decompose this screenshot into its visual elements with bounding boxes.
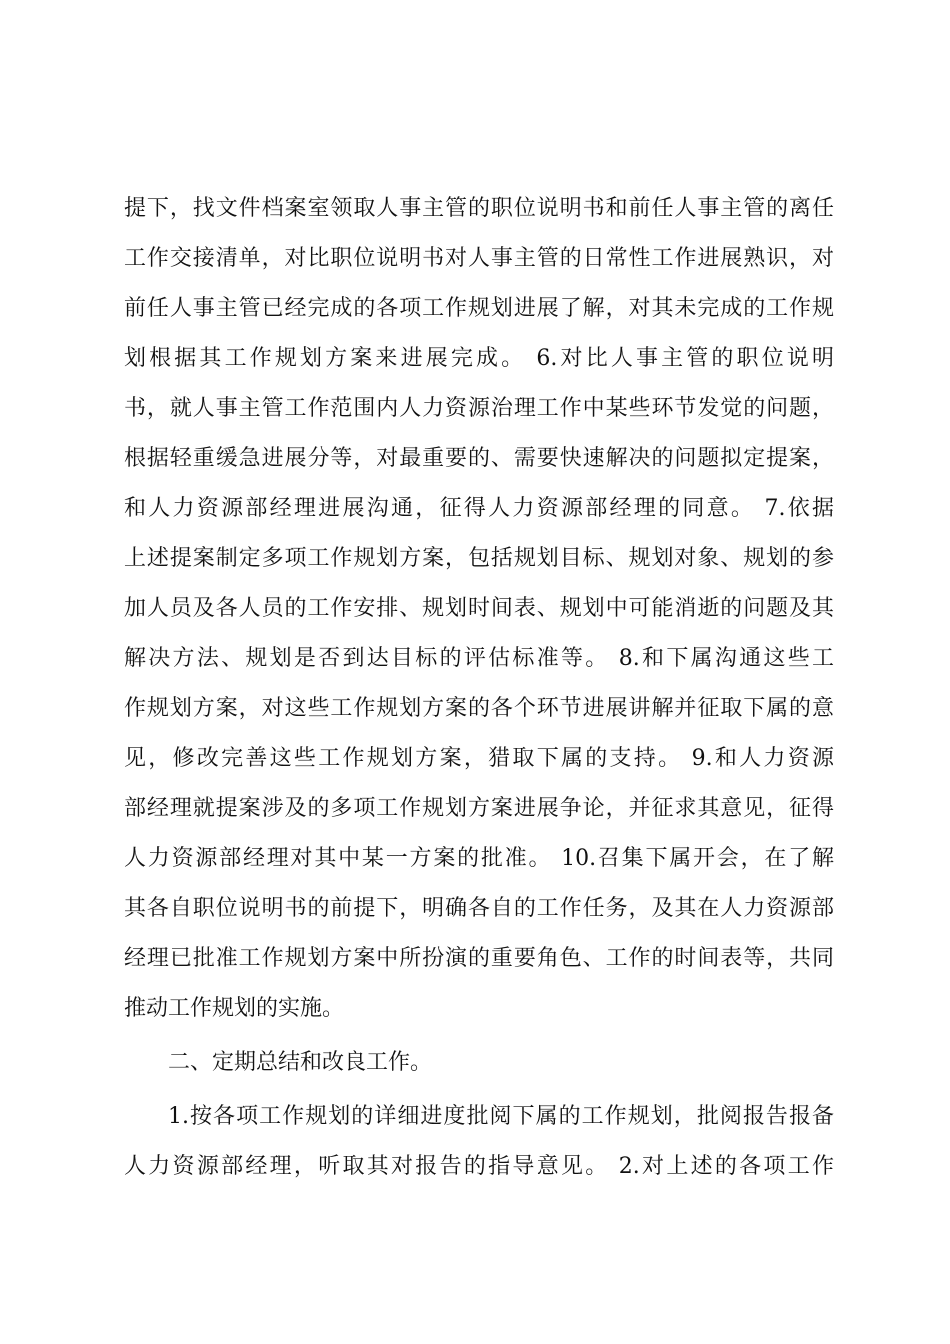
- body-text-line: 经理已批准工作规划方案中所扮演的重要角色、工作的时间表等，共同: [124, 946, 834, 971]
- body-text-line: 前任人事主管已经完成的各项工作规划进展了解，对其未完成的工作规: [124, 296, 834, 321]
- section-heading: 二、定期总结和改良工作。: [168, 1050, 433, 1075]
- body-text-line: 1.按各项工作规划的详细进度批阅下属的工作规划，批阅报告报备: [168, 1104, 834, 1129]
- body-text-line: 推动工作规划的实施。: [124, 996, 345, 1021]
- body-text-line: 部经理就提案涉及的多项工作规划方案进展争论，并征求其意见，征得: [124, 796, 834, 821]
- body-text-line: 工作交接清单，对比职位说明书对人事主管的日常性工作进展熟识，对: [124, 246, 834, 271]
- body-text-line: 人力资源部经理对其中某一方案的批准。 10.召集下属开会，在了解: [124, 846, 834, 871]
- body-text-line: 根据轻重缓急进展分等，对最重要的、需要快速解决的问题拟定提案，: [124, 446, 834, 471]
- body-text-line: 提下，找文件档案室领取人事主管的职位说明书和前任人事主管的离任: [124, 196, 834, 221]
- body-text-line: 书，就人事主管工作范围内人力资源治理工作中某些环节发觉的问题，: [124, 396, 834, 421]
- body-text-line: 作规划方案，对这些工作规划方案的各个环节进展讲解并征取下属的意: [124, 696, 834, 721]
- body-text-line: 划根据其工作规划方案来进展完成。 6.对比人事主管的职位说明: [124, 346, 834, 371]
- body-text-line: 解决方法、规划是否到达目标的评估标准等。 8.和下属沟通这些工: [124, 646, 834, 671]
- body-text-line: 见，修改完善这些工作规划方案，猎取下属的支持。 9.和人力资源: [124, 746, 834, 771]
- body-text-line: 和人力资源部经理进展沟通，征得人力资源部经理的同意。 7.依据: [124, 496, 834, 521]
- body-text-line: 其各自职位说明书的前提下，明确各自的工作任务，及其在人力资源部: [124, 896, 834, 921]
- body-text-line: 上述提案制定多项工作规划方案，包括规划目标、规划对象、规划的参: [124, 546, 834, 571]
- body-text-line: 加人员及各人员的工作安排、规划时间表、规划中可能消逝的问题及其: [124, 596, 834, 621]
- body-text-line: 人力资源部经理，听取其对报告的指导意见。 2.对上述的各项工作: [124, 1154, 834, 1179]
